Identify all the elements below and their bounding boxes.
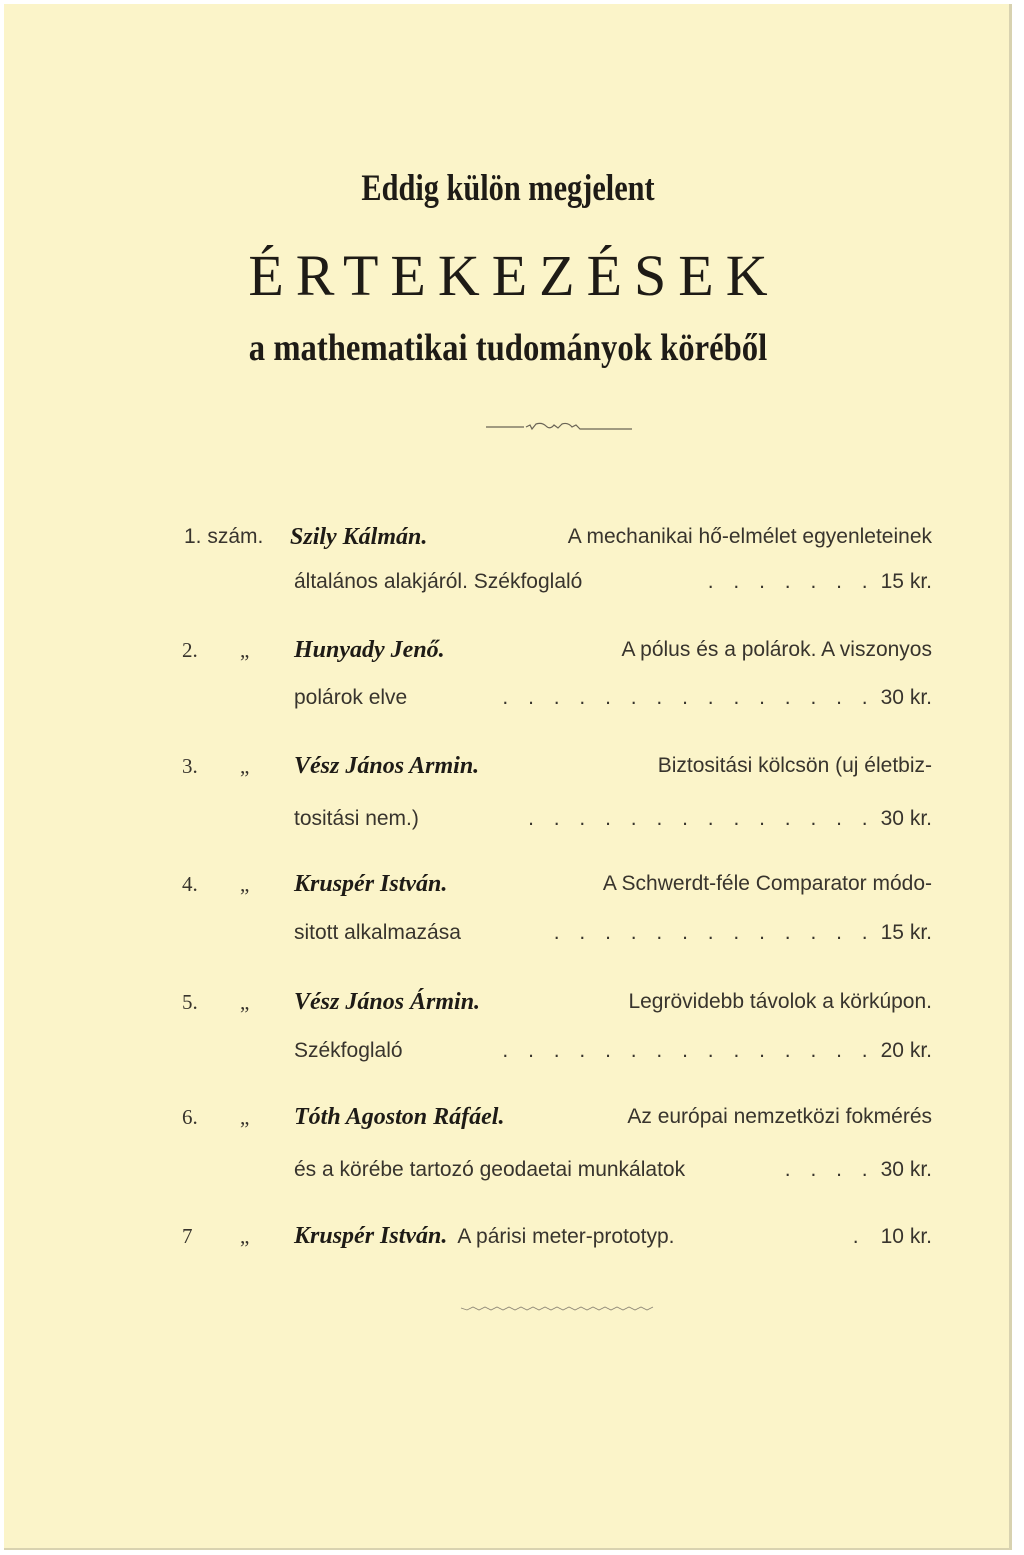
series-title: ÉRTEKEZÉSEK bbox=[248, 243, 780, 308]
entry-3-number: 3. bbox=[182, 754, 198, 778]
entry-3-leader-dots: . . . . . . . . . . . . . . bbox=[528, 807, 875, 830]
entry-4-ditto: „ bbox=[240, 872, 250, 896]
series-subtitle: a mathematikai tudományok köréből bbox=[248, 327, 768, 369]
entry-4-line-2 bbox=[294, 918, 932, 948]
entry-6-line-2 bbox=[294, 1155, 932, 1185]
entry-7-ditto: „ bbox=[240, 1224, 250, 1248]
entry-7-leader-dot: . bbox=[852, 1225, 859, 1248]
entry-1-leader-dots: . . . . . . . bbox=[707, 570, 875, 593]
entry-6-price: 30 kr. bbox=[880, 1158, 932, 1181]
entry-3-ditto: „ bbox=[240, 754, 250, 778]
entry-1-line-1 bbox=[290, 522, 932, 552]
entry-4-author: Kruspér István. bbox=[294, 871, 448, 897]
entry-4-title-rest: sitott alkalmazása bbox=[294, 921, 461, 944]
entry-3-price: 30 kr. bbox=[880, 807, 932, 830]
entry-1-title: A mechanikai hő-elmélet egyenleteinek bbox=[567, 525, 932, 548]
entry-2-price: 30 kr. bbox=[880, 686, 932, 709]
entry-6-title-rest: és a körébe tartozó geodaetai munkálatok bbox=[294, 1158, 686, 1181]
intro-heading: Eddig külön megjelent bbox=[361, 168, 655, 209]
entry-6-title: Az európai nemzetközi fokmérés bbox=[627, 1105, 932, 1128]
entry-7-price: 10 kr. bbox=[880, 1225, 932, 1248]
entry-3-title: Biztositási kölcsön (uj életbiz- bbox=[657, 754, 932, 777]
entry-2-title-rest: polárok elve bbox=[294, 686, 408, 709]
entry-5-leader-dots: . . . . . . . . . . . . . . . bbox=[502, 1039, 875, 1062]
entry-4-title: A Schwerdt-féle Comparator módo- bbox=[602, 872, 932, 895]
closing-rule bbox=[459, 1302, 659, 1314]
entry-1-price: 15 kr. bbox=[880, 570, 932, 593]
entry-7-title: A párisi meter-prototyp. bbox=[457, 1225, 675, 1248]
entry-1-author: Szily Kálmán. bbox=[290, 524, 428, 550]
entry-2-line-2 bbox=[294, 683, 932, 713]
ornament-divider bbox=[484, 418, 634, 434]
entry-4-leader-dots: . . . . . . . . . . . . . bbox=[553, 921, 875, 944]
entry-5-ditto: „ bbox=[240, 990, 250, 1014]
entry-6-leader-dots: . . . . bbox=[784, 1158, 875, 1181]
entry-3-line-2 bbox=[294, 804, 932, 834]
entry-5-line-1 bbox=[294, 987, 932, 1017]
entry-3-title-rest: tositási nem.) bbox=[294, 807, 419, 830]
entry-4-price: 15 kr. bbox=[880, 921, 932, 944]
entry-5-number: 5. bbox=[182, 990, 198, 1014]
entry-1-title-rest: általános alakjáról. Székfoglaló bbox=[294, 570, 583, 593]
entry-7-author: Kruspér István. bbox=[294, 1223, 448, 1249]
entry-6-ditto: „ bbox=[240, 1105, 250, 1129]
catalog-page bbox=[4, 4, 1012, 1550]
entry-6-number: 6. bbox=[182, 1105, 198, 1129]
entry-5-price: 20 kr. bbox=[880, 1039, 932, 1062]
entry-2-title: A pólus és a polárok. A viszonyos bbox=[621, 638, 932, 661]
entry-7-number: 7 bbox=[182, 1224, 193, 1248]
entry-4-number: 4. bbox=[182, 872, 198, 896]
entry-5-title-rest: Székfoglaló bbox=[294, 1039, 403, 1062]
entry-4-line-1 bbox=[294, 869, 932, 899]
entry-7-line-1 bbox=[294, 1221, 932, 1251]
entry-3-line-1 bbox=[294, 751, 932, 781]
entry-1-number: 1. szám. bbox=[184, 525, 264, 548]
entry-3-author: Vész János Armin. bbox=[294, 753, 480, 779]
entry-2-author: Hunyady Jenő. bbox=[294, 637, 445, 663]
entry-6-author: Tóth Agoston Ráfáel. bbox=[294, 1104, 505, 1130]
entry-5-title: Legrövidebb távolok a körkúpon. bbox=[628, 990, 932, 1013]
entry-6-line-1 bbox=[294, 1102, 932, 1132]
entry-2-number: 2. bbox=[182, 638, 198, 662]
entry-2-leader-dots: . . . . . . . . . . . . . . . bbox=[502, 686, 875, 709]
entry-5-author: Vész János Ármin. bbox=[294, 989, 481, 1015]
entry-2-ditto: „ bbox=[240, 638, 250, 662]
entry-1-line-2 bbox=[294, 567, 932, 597]
entry-5-line-2 bbox=[294, 1036, 932, 1066]
entry-2-line-1 bbox=[294, 635, 932, 665]
